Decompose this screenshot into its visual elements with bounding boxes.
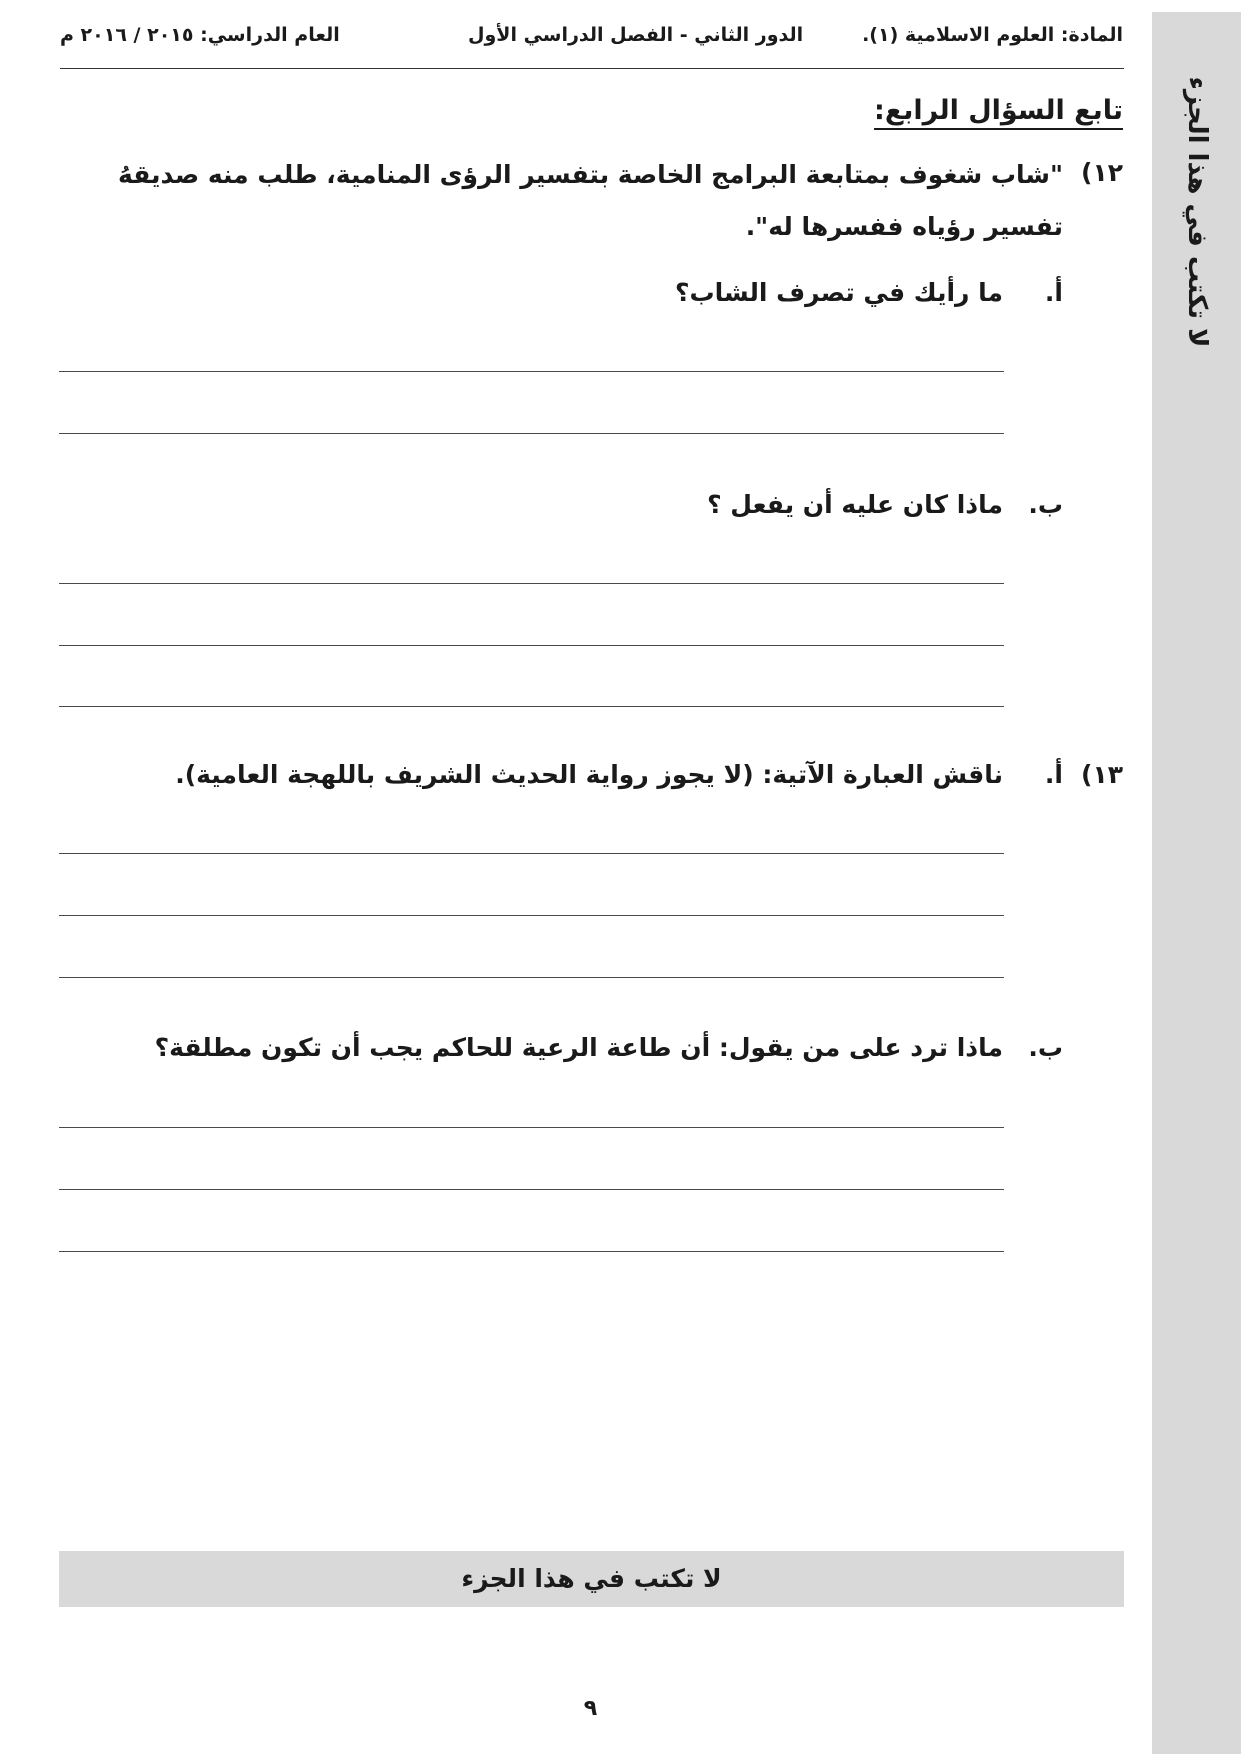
question-12-part-a-letter: أ. (1044, 278, 1063, 307)
question-13-part-a-text: ناقش العبارة الآتية: (لا يجوز رواية الحديث الشريف باللهجة العامية). (175, 760, 1003, 789)
question-12-part-b-letter: ب. (1028, 490, 1063, 519)
question-12-part-a-text: ما رأيك في تصرف الشاب؟ (675, 278, 1003, 307)
header-year: العام الدراسي: ٢٠١٥ / ٢٠١٦ م (60, 24, 340, 46)
answer-line[interactable] (59, 433, 1004, 434)
section-title: تابع السؤال الرابع: (874, 95, 1123, 126)
header-subject: المادة: العلوم الاسلامية (١). (862, 24, 1123, 46)
answer-line[interactable] (59, 1189, 1004, 1190)
footer-note: لا تكتب في هذا الجزء (461, 1564, 722, 1593)
answer-line[interactable] (59, 706, 1004, 707)
answer-line[interactable] (59, 915, 1004, 916)
answer-line[interactable] (59, 1127, 1004, 1128)
answer-line[interactable] (59, 977, 1004, 978)
answer-line[interactable] (59, 371, 1004, 372)
question-12-text: "شاب شغوف بمتابعة البرامج الخاصة بتفسير الرؤى المنامية، طلب منه صديقهُ تفسير رؤياه ففسرها له". (117, 160, 1063, 241)
margin-note: لا تكتب في هذا الجزء (1182, 76, 1212, 348)
question-13-part-b-text: ماذا ترد على من يقول: أن طاعة الرعية للحاكم يجب أن تكون مطلقة؟ (154, 1033, 1003, 1062)
answer-line[interactable] (59, 853, 1004, 854)
question-13-part-a-letter: أ. (1044, 760, 1063, 789)
question-12-part-b-text: ماذا كان عليه أن يفعل ؟ (707, 490, 1003, 519)
header-session: الدور الثاني - الفصل الدراسي الأول (468, 24, 804, 46)
answer-line[interactable] (59, 1251, 1004, 1252)
question-13-part-b-letter: ب. (1028, 1033, 1063, 1062)
header-divider (60, 68, 1124, 69)
question-13-number: ١٣) (1081, 760, 1123, 789)
answer-line[interactable] (59, 645, 1004, 646)
page-number: ٩ (583, 1696, 598, 1721)
question-12-number: ١٢) (1081, 158, 1123, 187)
footer-bar (59, 1551, 1124, 1607)
answer-line[interactable] (59, 583, 1004, 584)
